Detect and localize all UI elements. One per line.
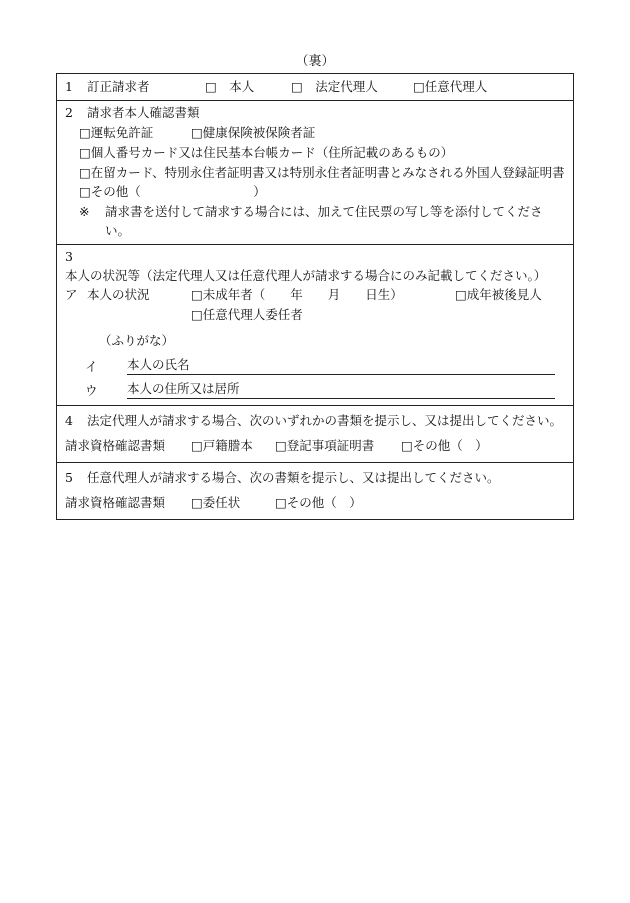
checkbox-other-qualification[interactable]: □その他（ ）: [275, 495, 362, 510]
mailing-note: [65, 202, 567, 240]
section-number: 1: [65, 79, 73, 94]
section-title-text: 本人の状況等（法定代理人又は任意代理人が請求する場合にのみ記載してください。）: [65, 268, 547, 283]
page-heading: （裏）: [295, 54, 335, 69]
checkbox-residence-card[interactable]: □在留カード、特別永住者証明書又は特別永住者証明書とみなされる外国人登録証明書: [79, 165, 565, 180]
section-number: 2: [65, 105, 73, 120]
note-mark: ※: [79, 204, 90, 219]
section-number: 5: [65, 470, 73, 485]
furigana-label: （ふりがな）: [99, 333, 175, 348]
qualification-docs-label: 請求資格確認書類: [65, 438, 166, 453]
checkbox-my-number-card[interactable]: □個人番号カード又は住民基本台帳カード（住所記載のあるもの）: [79, 145, 454, 160]
checkbox-adult-ward[interactable]: □成年被後見人: [455, 287, 542, 302]
checkbox-appointed-representative[interactable]: □任意代理人: [413, 79, 488, 94]
item-mark-a: ア: [65, 287, 78, 302]
section-legal-representative-documents: [57, 406, 573, 463]
qualification-docs-label: 請求資格確認書類: [65, 495, 166, 510]
principal-address-field[interactable]: 本人の住所又は居所: [127, 380, 555, 399]
requester-label: 訂正請求者: [87, 79, 150, 94]
section-title-text: 任意代理人が請求する場合、次の書類を提示し、又は提出してください。: [87, 470, 500, 485]
checkbox-appointed-delegator[interactable]: □任意代理人委任者: [191, 307, 303, 322]
section-title: [65, 247, 567, 285]
checkbox-self[interactable]: □ 本人: [205, 79, 255, 94]
checkbox-drivers-license[interactable]: □運転免許証: [79, 125, 154, 140]
section-title-text: 法定代理人が請求する場合、次のいずれかの書類を提示し、又は提出してください。: [87, 413, 563, 428]
principal-name-row: [65, 351, 567, 375]
note-text: 請求書を送付して請求する場合には、加えて住民票の写し等を添付してください。: [105, 204, 543, 238]
checkbox-health-insurance-card[interactable]: □健康保険被保険者証: [191, 125, 316, 140]
section-title: 請求者本人確認書類: [87, 105, 200, 120]
item-mark-i: イ: [85, 359, 98, 374]
checkbox-family-register[interactable]: □戸籍謄本: [191, 438, 253, 453]
section-number: 4: [65, 413, 73, 428]
section-principal-status: [57, 245, 573, 406]
checkbox-power-of-attorney[interactable]: □委任状: [191, 495, 241, 510]
checkbox-other-qualification[interactable]: □その他（ ）: [401, 438, 488, 453]
section-appointed-representative-documents: [57, 463, 573, 519]
section-identity-documents: [57, 101, 573, 245]
checkbox-legal-representative[interactable]: □ 法定代理人: [291, 79, 378, 94]
checkbox-registry-certificate[interactable]: □登記事項証明書: [275, 438, 375, 453]
principal-status-label: 本人の状況: [87, 287, 150, 302]
principal-address-row: [65, 375, 567, 399]
section-requester: [57, 74, 573, 101]
checkbox-other-document[interactable]: □その他（ ）: [79, 184, 266, 199]
item-mark-u: ウ: [85, 383, 98, 398]
section-number: 3: [65, 249, 73, 264]
principal-name-field[interactable]: 本人の氏名: [127, 356, 555, 375]
checkbox-minor[interactable]: □未成年者（ 年 月 日生）: [191, 287, 403, 302]
correction-request-form: [56, 73, 574, 520]
